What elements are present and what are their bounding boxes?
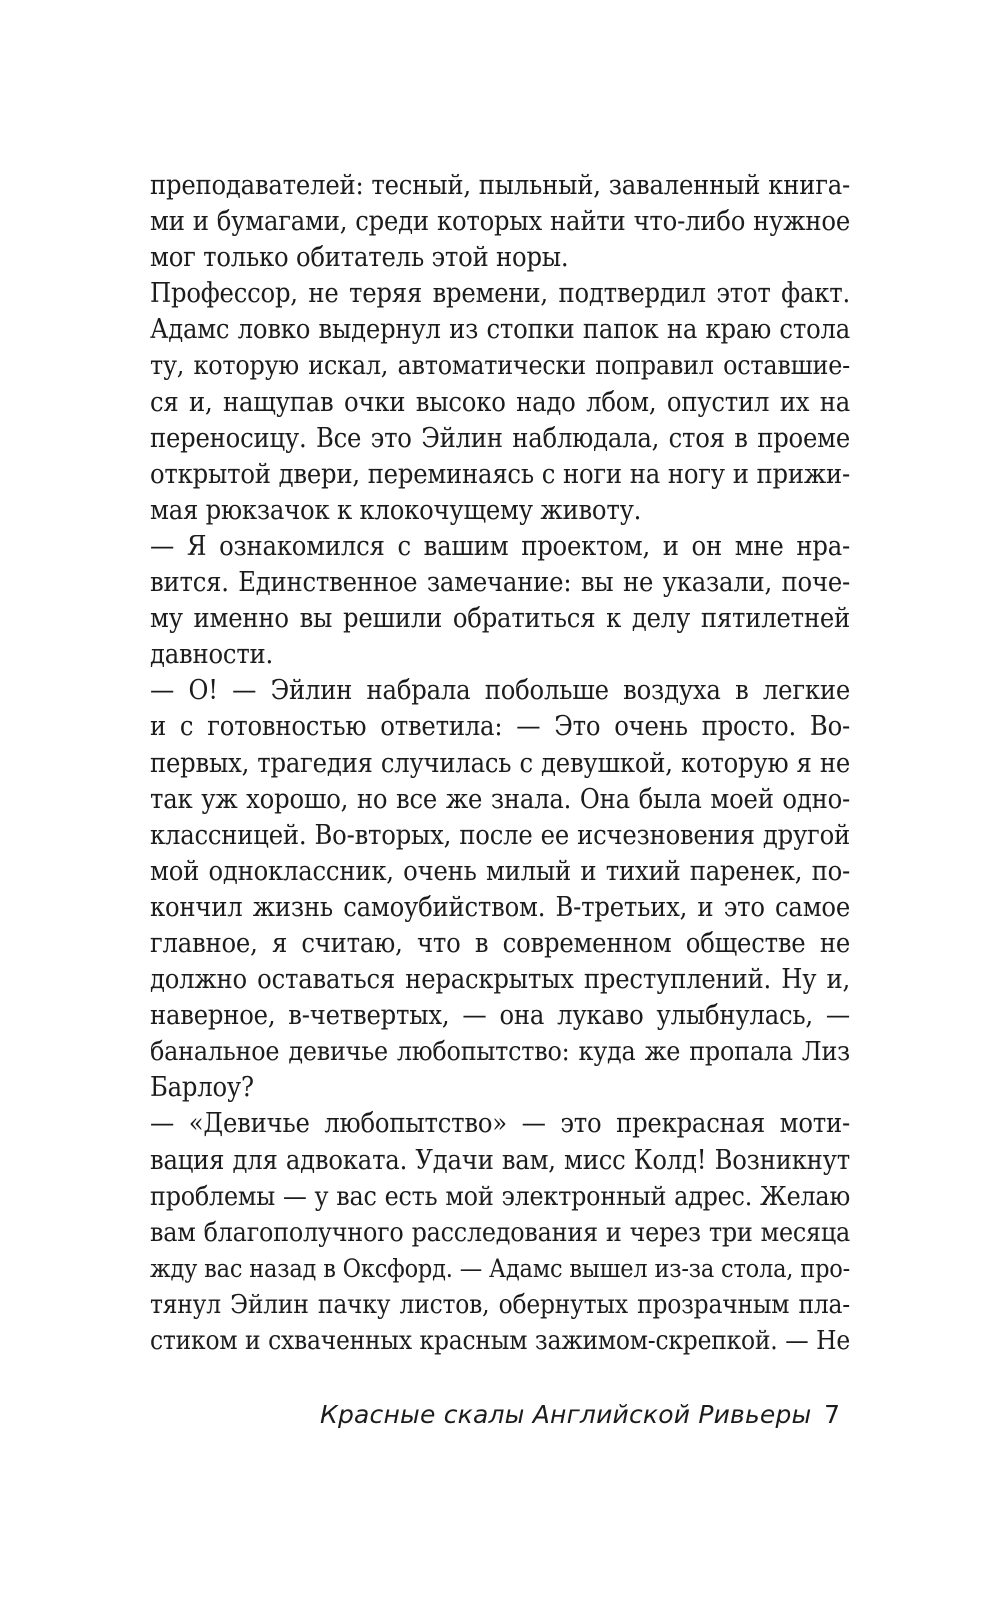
text-line: — О! — Эйлин набрала побольше воздуха в легкие [150, 675, 850, 707]
text-line: классницей. Во-вторых, после ее исчезновения другой [150, 819, 850, 851]
text-line: открытой двери, переминаясь с ноги на ногу и прижи- [150, 458, 850, 490]
text-line: проблемы — у вас есть мой электронный адрес. Желаю [150, 1180, 850, 1212]
text-line: ту, которую искал, автоматически поправил оставшие- [150, 350, 850, 382]
text-line: преподавателей: тесный, пыльный, заваленный книга- [150, 170, 850, 201]
text-line: стиком и схваченных красным зажимом-скрепкой. — Не [150, 1326, 850, 1356]
running-title: Красные скалы Английской Ривьеры [320, 1400, 812, 1429]
text-line: му именно вы решили обратиться к делу пятилетней [150, 603, 850, 635]
text-line: мой одноклассник, очень милый и тихий паренек, по- [150, 855, 850, 887]
text-line: — Я ознакомился с вашим проектом, и он мне нра- [150, 530, 850, 562]
text-line: вится. Единственное замечание: вы не указали, поче- [150, 567, 850, 599]
text-line: наверное, в-четвертых, — она лукаво улыбнулась, — [150, 1000, 850, 1032]
text-line: жду вас назад в Оксфорд. — Адамс вышел из-за стола, про- [150, 1253, 850, 1283]
text-line: давности. [150, 639, 274, 671]
text-line: мог только обитатель этой норы. [150, 242, 569, 274]
text-line: ми и бумагами, среди которых найти что-либо нужное [150, 206, 850, 238]
text-line: первых, трагедия случилась с девушкой, которую я не [150, 747, 850, 779]
text-line: тянул Эйлин пачку листов, обернутых прозрачным пла- [150, 1289, 850, 1320]
text-line: главное, я считаю, что в современном обществе не [150, 927, 850, 959]
page-number: 7 [824, 1400, 840, 1429]
text-line: — «Девичье любопытство» — это прекрасная моти- [150, 1108, 850, 1140]
text-line: должно оставаться нераскрытых преступлений. Ну и, [150, 964, 850, 996]
text-line: Профессор, не теряя времени, подтвердил этот факт. [150, 278, 850, 310]
text-line: Барлоу? [150, 1072, 254, 1104]
text-line: кончил жизнь самоубийством. В-третьих, и это самое [150, 891, 850, 923]
text-line: вация для адвоката. Удачи вам, мисс Колд! Возникнут [150, 1144, 850, 1176]
text-line: Адамс ловко выдернул из стопки папок на краю стола [150, 314, 850, 346]
body-text [150, 168, 850, 1359]
text-line: вам благополучного расследования и через три месяца [150, 1216, 850, 1248]
page-footer [320, 1400, 840, 1440]
text-line: так уж хорошо, но все же знала. Она была моей одно- [150, 783, 850, 815]
text-line: мая рюкзачок к клокочущему животу. [150, 494, 642, 526]
text-line: ся и, нащупав очки высоко надо лбом, опустил их на [150, 386, 850, 418]
text-line: и с готовностью ответила: — Это очень просто. Во- [150, 711, 850, 743]
text-line: банальное девичье любопытство: куда же пропала Лиз [150, 1036, 850, 1068]
text-line: переносицу. Все это Эйлин наблюдала, стоя в проеме [150, 422, 850, 454]
